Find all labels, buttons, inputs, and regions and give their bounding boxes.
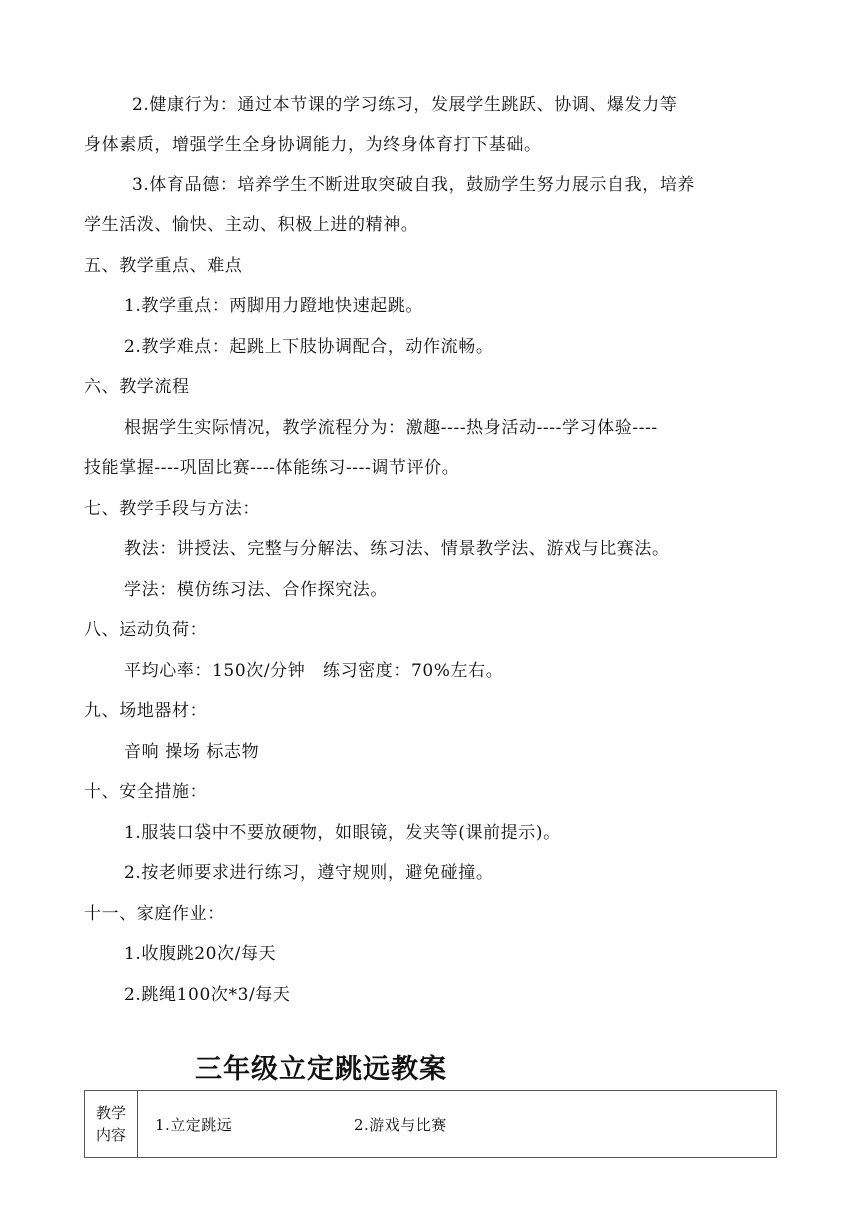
- list-item: 2.跳绳100次*3/每天: [124, 985, 291, 1005]
- section-heading: 十、安全措施：: [84, 782, 208, 802]
- paragraph-line: 身体素质，增强学生全身协调能力，为终身体育打下基础。: [84, 135, 542, 155]
- list-item: 1.服装口袋中不要放硬物，如眼镜，发夹等(课前提示)。: [124, 823, 561, 843]
- content-item: 1.立定跳远: [155, 1116, 233, 1134]
- section-heading: 九、场地器材：: [84, 701, 208, 721]
- content-item: 2.游戏与比赛: [354, 1116, 447, 1134]
- list-item: 2.按老师要求进行练习，遵守规则，避免碰撞。: [124, 863, 494, 883]
- paragraph-line: 教法：讲授法、完整与分解法、练习法、情景教学法、游戏与比赛法。: [124, 539, 670, 559]
- section-heading: 七、教学手段与方法：: [84, 499, 260, 519]
- paragraph-line: 音响 操场 标志物: [124, 742, 260, 762]
- paragraph-line: 技能掌握----巩固比赛----体能练习----调节评价。: [84, 458, 460, 478]
- paragraph-line: 3.体育品德：培养学生不断进取突破自我，鼓励学生努力展示自我，培养: [132, 175, 696, 195]
- section-heading: 十一、家庭作业：: [84, 904, 225, 924]
- table-header-cell: [85, 1091, 138, 1158]
- list-item: 1.教学重点：两脚用力蹬地快速起跳。: [124, 296, 424, 316]
- list-item: 1.收腹跳20次/每天: [124, 944, 277, 964]
- section-heading: 六、教学流程: [84, 377, 190, 397]
- lesson-plan-title: 三年级立定跳远教案: [195, 1054, 447, 1085]
- paragraph-line: 学生活泼、愉快、主动、积极上进的精神。: [84, 215, 419, 235]
- section-heading: 五、教学重点、难点: [84, 256, 243, 276]
- paragraph-line: 平均心率：150次/分钟 练习密度：70%左右。: [124, 661, 504, 681]
- section-heading: 八、运动负荷：: [84, 620, 208, 640]
- paragraph-line: 2.健康行为：通过本节课的学习练习，发展学生跳跃、协调、爆发力等: [132, 95, 678, 115]
- table-content-cell: [138, 1091, 777, 1158]
- header-line: 内容: [95, 1126, 126, 1144]
- paragraph-line: 学法：模仿练习法、合作探究法。: [124, 580, 388, 600]
- table-row: [85, 1091, 777, 1158]
- header-line: 教学: [95, 1104, 126, 1122]
- paragraph-line: 根据学生实际情况，教学流程分为：激趣----热身活动----学习体验----: [124, 418, 658, 438]
- list-item: 2.教学难点：起跳上下肢协调配合，动作流畅。: [124, 337, 494, 357]
- lesson-content-table: [84, 1090, 777, 1158]
